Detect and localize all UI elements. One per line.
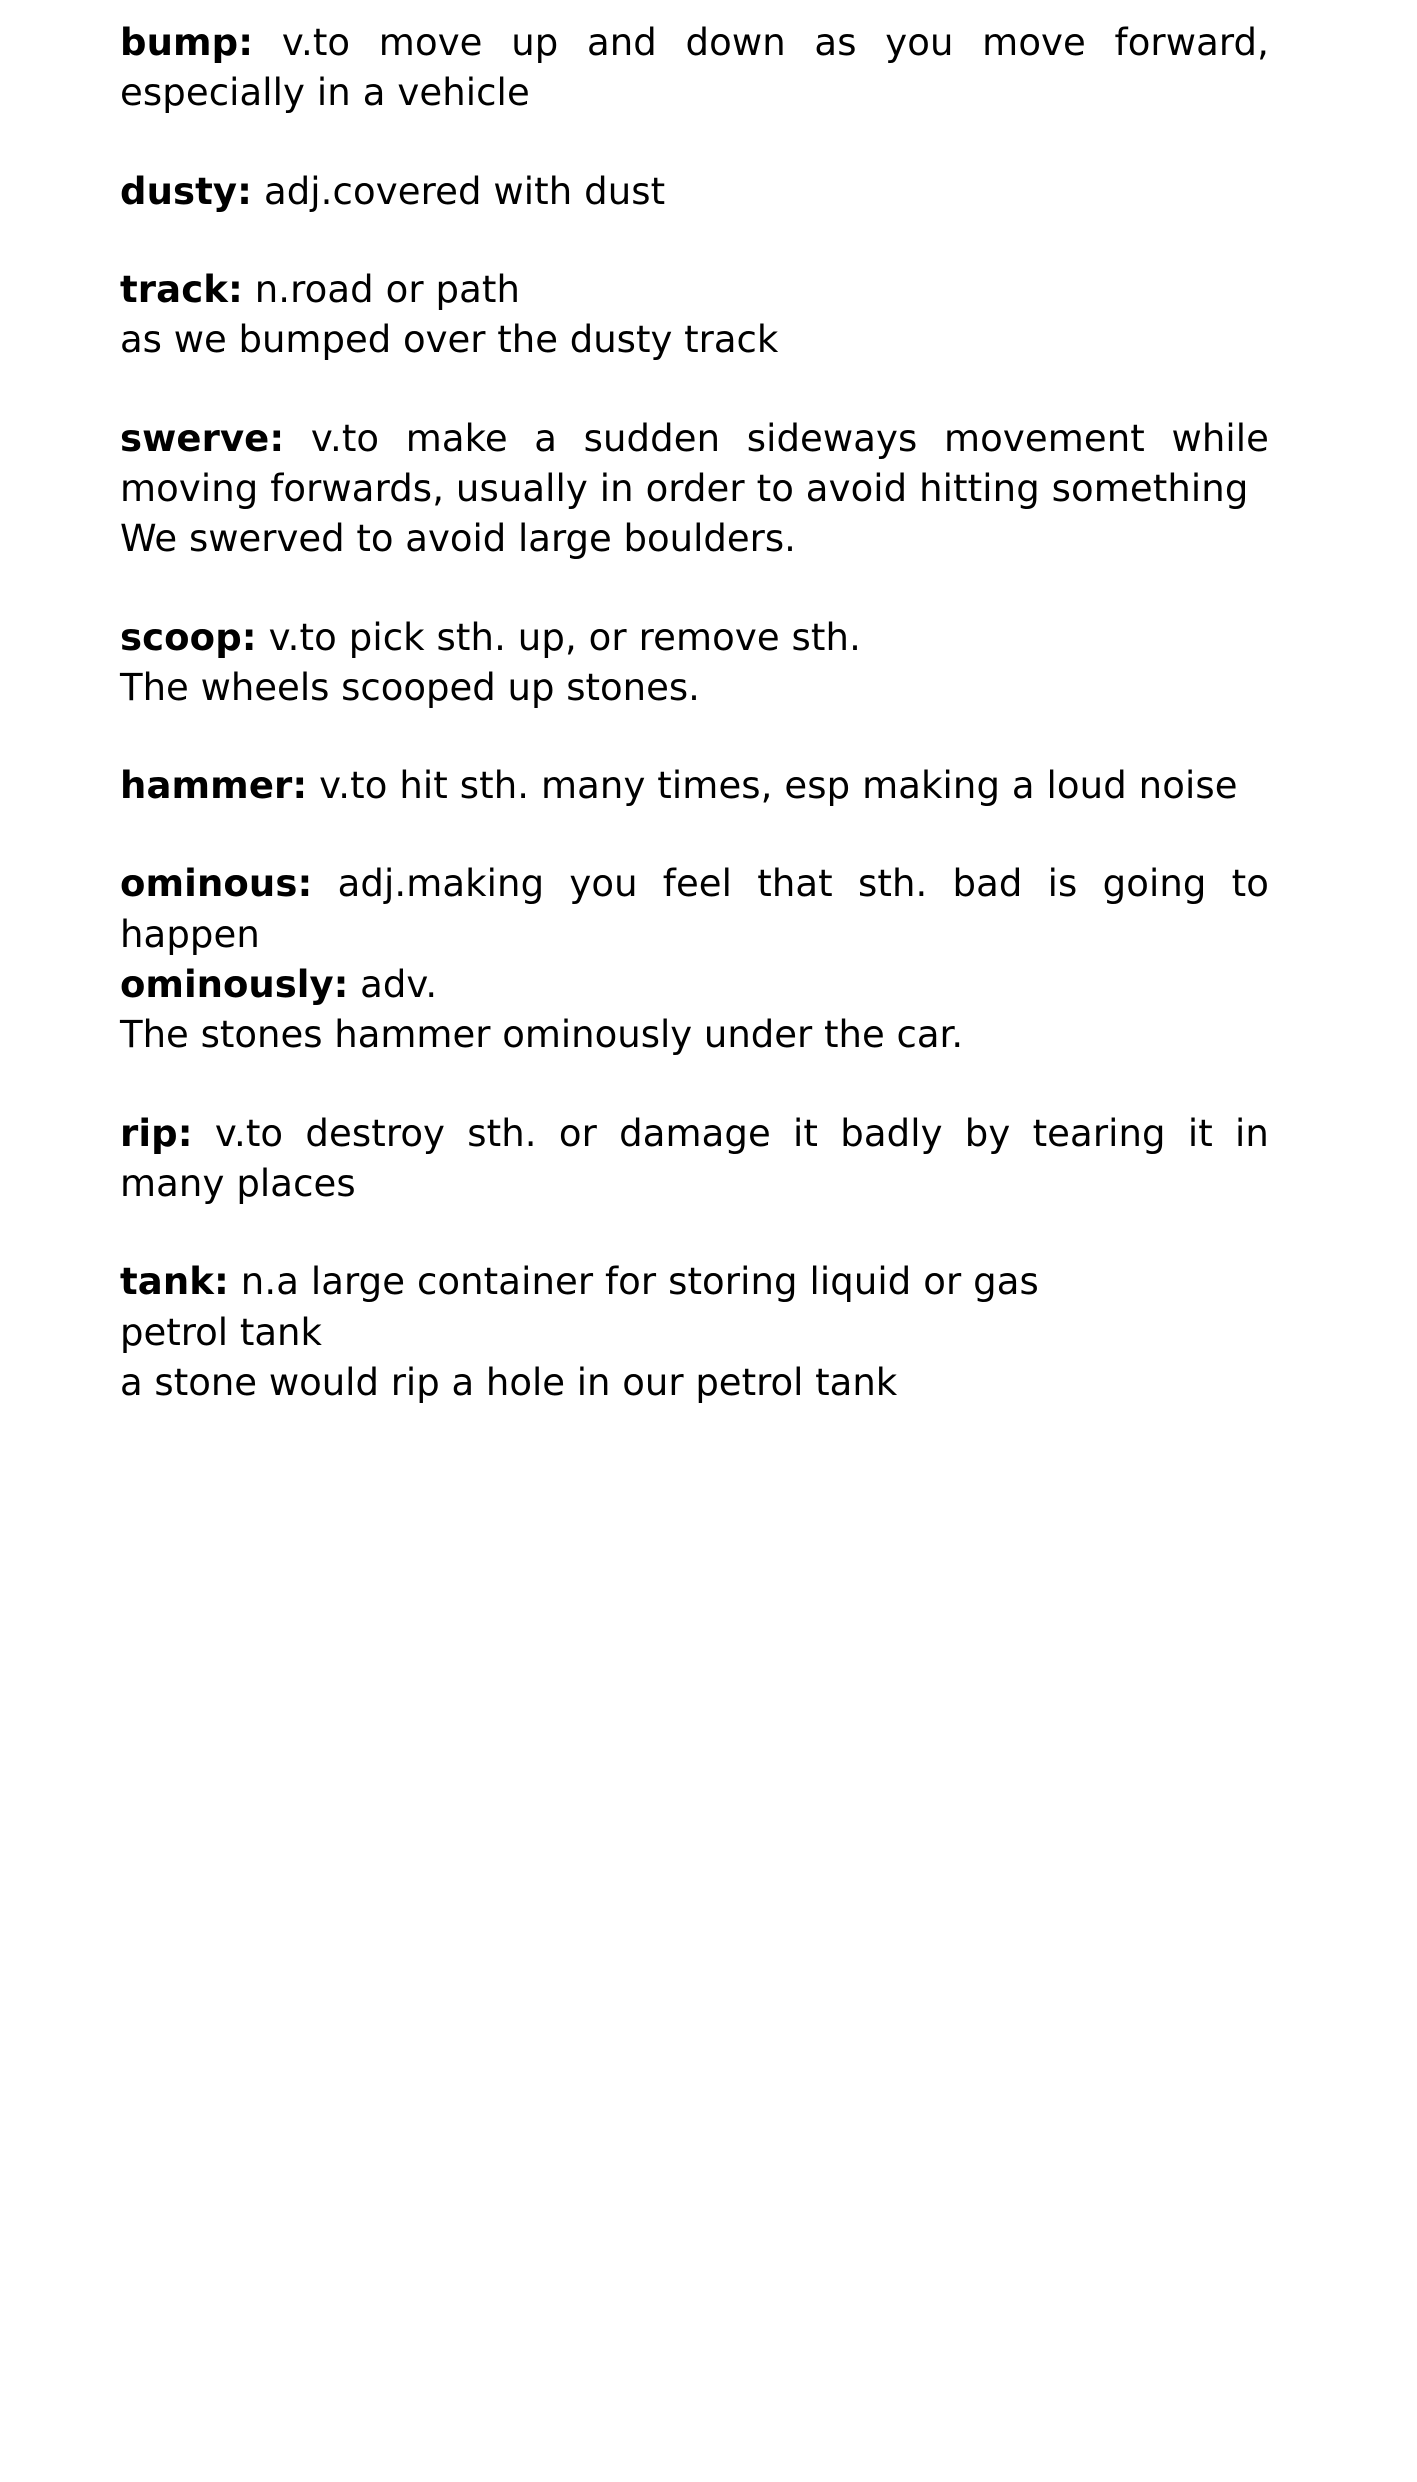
entry-headword: scoop: (120, 615, 257, 659)
entry-headword: ominous: (120, 862, 313, 906)
entry-example: a stone would rip a hole in our petrol tank (120, 1360, 898, 1404)
entry-definition-line (120, 1109, 1269, 1210)
entry-example: The wheels scooped up stones. (120, 665, 700, 709)
entry-definition: v.to hit sth. many times, esp making a loud noise (319, 764, 1238, 808)
entry-definition: v.to destroy sth. or damage it badly by tearing it in many places (120, 1111, 1269, 1205)
entry-definition-line (120, 414, 1269, 515)
vocabulary-entry (120, 265, 1269, 366)
entry-definition: n.road or path (254, 267, 521, 311)
entry-definition-line (120, 167, 1269, 217)
vocabulary-entry (120, 761, 1269, 811)
entry-example: petrol tank (120, 1310, 322, 1354)
entry-headword: rip: (120, 1111, 193, 1155)
vocabulary-entry (120, 1109, 1269, 1210)
vocabulary-entry (120, 18, 1269, 119)
entry-derived-form-line (120, 960, 1269, 1010)
entry-headword: dusty: (120, 169, 253, 213)
entry-definition: v.to make a sudden sideways movement while moving forwards, usually in order to avoid hitting something (120, 416, 1269, 510)
vocabulary-entry-list (120, 18, 1269, 1408)
entry-derived-headword: ominously: (120, 963, 349, 1007)
entry-example: We swerved to avoid large boulders. (120, 517, 796, 561)
entry-definition: adj.making you feel that sth. bad is going to happen (120, 862, 1269, 956)
entry-definition: adj.covered with dust (263, 169, 666, 213)
entry-headword: bump: (120, 21, 254, 64)
entry-definition-line (120, 18, 1269, 119)
entry-definition-line (120, 761, 1269, 811)
entry-headword: swerve: (120, 416, 285, 460)
vocabulary-entry (120, 1257, 1269, 1408)
entry-definition-line (120, 1257, 1269, 1307)
entry-definition: n.a large container for storing liquid or gas (240, 1260, 1039, 1304)
entry-derived-definition: adv. (360, 963, 438, 1007)
vocabulary-entry (120, 167, 1269, 217)
entry-definition-line (120, 859, 1269, 960)
entry-definition: v.to move up and down as you move forward, especially in a vehicle (120, 21, 1269, 115)
entry-headword: tank: (120, 1260, 229, 1304)
entry-definition-line (120, 613, 1269, 663)
entry-headword: hammer: (120, 764, 308, 808)
vocabulary-entry (120, 414, 1269, 565)
entry-headword: track: (120, 267, 243, 311)
vocabulary-entry (120, 859, 1269, 1060)
entry-definition-line (120, 265, 1269, 315)
entry-example: The stones hammer ominously under the car. (120, 1013, 964, 1057)
entry-definition: v.to pick sth. up, or remove sth. (268, 615, 861, 659)
entry-example: as we bumped over the dusty track (120, 318, 779, 362)
vocabulary-entry (120, 613, 1269, 714)
